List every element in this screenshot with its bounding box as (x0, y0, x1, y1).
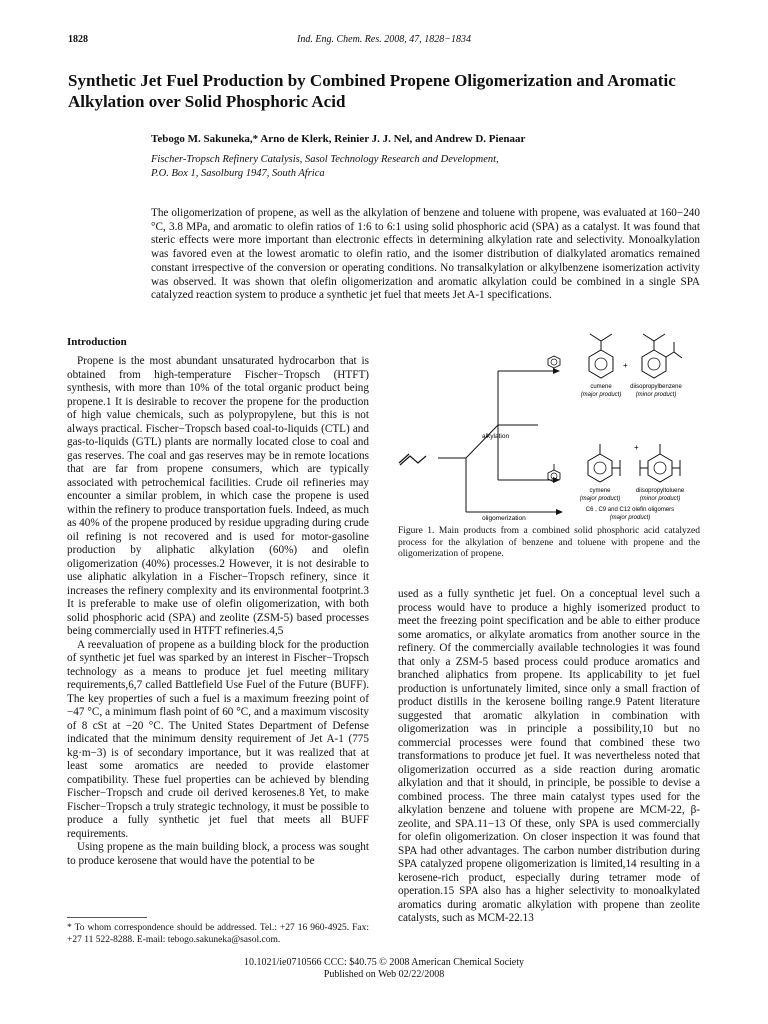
footnote-divider (67, 917, 147, 918)
benzene-reagent (548, 356, 560, 368)
affiliation-line-1: Fischer-Tropsch Refinery Catalysis, Sasol Technology Research and Development, (151, 154, 499, 165)
affiliation-line-2: P.O. Box 1, Sasolburg 1947, South Africa (151, 168, 325, 179)
arrow-head (553, 368, 560, 374)
author-list: Tebogo M. Sakuneka,* Arno de Klerk, Reinier J. J. Nel, and Andrew D. Pienaar (151, 133, 526, 145)
intro-paragraph: Using propene as the main building block, a process was sought to produce kerosene that would have the potential to be (67, 841, 369, 867)
intro-paragraph: Propene is the most abundant unsaturated hydrocarbon that is obtained from high-temperature Fischer−Tropsch (HTFT) synthesis, with more than 10% of the total organic product being propene.1 It is desirable to recover the propene for the production of high value chemicals, such as polypropylene, but this is not always practical. Fischer−Tropsch based coal-to-liquids (CTL) and gas-to-liquids (GTL) plants are normally located close to coal and gas reserves. The coal and gas reserves may be in remote locations that are far from propene consumers, which are typically associated with petrochemical facilities. Crude oil refineries may encounter a similar problem, in which case the propene is used within the refinery to produce transportation fuels. Indeed, as much as 40% of the propene produced by residue upgrading during crude oil refining is not recovered and is used for motor-gasoline production by aliphatic alkylation (60%) and olefin oligomerization (40%) processes.2 However, it is not desirable to use aliphatic alkylation in a Fischer−Tropsch refinery, since it increases the refinery complexity and its environmental footprint.3 It is preferable to make use of olefin oligomerization, with both solid phosphoric acid (SPA) and zeolite (ZSM-5) based processes being commercially used in HTFT refineries.4,5 (67, 355, 369, 637)
label-oligomers-note: (major product) (609, 515, 651, 521)
affiliation (151, 153, 499, 181)
cymene-structure (588, 444, 620, 482)
article-title: Synthetic Jet Fuel Production by Combined Propene Oligomerization and Aromatic Alkylation over Solid Phosphoric Acid (68, 71, 676, 111)
label-cumene: cumene (590, 384, 612, 390)
diisopropyltoluene-structure (640, 444, 680, 482)
alkylation-branch (438, 425, 538, 458)
journal-citation: Ind. Eng. Chem. Res. 2008, 47, 1828−1834 (297, 34, 471, 45)
propene-structure (400, 456, 426, 465)
intro-paragraph: A reevaluation of propene as a building block for the production of synthetic jet fuel was sparked by an interest in Fischer−Tropsch technology as a means to produce jet fuel meeting military requirements,6,7 called Battlefield Use Fuel of the Future (BUFF). The key properties of such a fuel is a maximum freezing point of −47 °C, a minimum flash point of 60 °C, and a maximum viscosity of 8 cSt at −20 °C. The United States Department of Defense indicated that the minimum density requirement of Jet A-1 (775 kg·m−3) is of secondary importance, but it was realized that at least some aromatics are needed to provide elastomer compatibility. These fuel properties can be achieved by blending Fischer−Tropsch and crude oil derived kerosenes.8 Yet, to make Fischer−Tropsch a truly strategic technology, it must be possible to produce a fully synthetic jet fuel that meets all BUFF requirements. (67, 638, 369, 840)
label-cumene-note: (major product) (580, 392, 622, 398)
label-diisopropyltoluene: diisopropyltoluene (635, 488, 685, 494)
doi-copyright: 10.1021/ie0710566 CCC: $40.75 © 2008 American Chemical Society (243, 957, 525, 968)
arrow-head (556, 509, 563, 515)
label-cymene-note: (major product) (579, 496, 621, 502)
label-oligomers: C6 , C9 and C12 olefin oligomers (585, 507, 675, 513)
reaction-scheme-svg (398, 330, 700, 522)
label-dipt-note: (minor product) (639, 496, 681, 502)
figure-1-scheme (398, 330, 700, 522)
published-date: Published on Web 02/22/2008 (323, 969, 445, 980)
figure-caption: Figure 1. Main products from a combined solid phosphoric acid catalyzed process for the alkylation of benzene and toluene with propene and the oligomerization of propene. (398, 526, 700, 559)
correspondence-footnote: * To whom correspondence should be addressed. Tel.: +27 16 960-4925. Fax: +27 11 522-8288. E-mail: tebogo.sakuneka@sasol.com. (67, 923, 369, 945)
label-cymene: cymene (589, 488, 611, 494)
left-column-text (67, 355, 369, 868)
plus-sign: + (634, 443, 639, 452)
diisopropylbenzene-structure (642, 334, 682, 378)
label-alkylation: alkylation (482, 433, 510, 440)
label-dipb-note: (minor product) (635, 392, 677, 398)
cumene-structure (589, 334, 613, 378)
section-heading-introduction: Introduction (67, 336, 127, 348)
page-number: 1828 (68, 34, 88, 45)
abstract: The oligomerization of propene, as well as the alkylation of benzene and toluene with propene, was evaluated at 160−240 °C, 3.8 MPa, and aromatic to olefin ratios of 1:6 to 6:1 using solid phosphoric acid (SPA) as a catalyst. It was found that steric effects were more important than electronic effects in determining alkylation rate and selectivity. Monoalkylation was favored even at the lowest aromatic to olefin ratio, and the isomer distribution of dialkylated aromatics remained constant irrespective of the conversion or operating conditions. No transalkylation or alkylbenzene isomerization activity was observed. It was shown that olefin oligomerization and aromatic alkylation could be combined in a single SPA catalyzed reaction system to produce a synthetic jet fuel that meets Jet A-1 specifications. (151, 207, 700, 302)
label-oligomerization: oligomerization (482, 515, 526, 522)
page-footer (0, 957, 768, 981)
plus-sign: + (623, 361, 628, 370)
label-diisopropylbenzene: diisopropylbenzene (630, 384, 682, 390)
right-column-text (398, 588, 700, 926)
intro-paragraph-continued: used as a fully synthetic jet fuel. On a conceptual level such a process would have to produce a highly isomerized product to meet the freezing point specification and be able to either produce some aromatics, or alkylate aromatics from another source in the refinery. Of the commercially available technologies it was found that only a ZSM-5 based process could produce aromatics and branched aliphatics from propene. Its applicability to jet fuel production is unfortunately limited, since only a small fraction of product distills in the kerosene boiling range.9 Patent literature suggested that aromatic alkylation in combination with oligomerization was in principle a possibility,10 but no commercial processes were found that combined these two transformations to produce jet fuel. It was nevertheless noted that oligomerization occurred as a side reaction during aromatic alkylation and that it should, in principle, be possible to devise a combined process. The three main catalyst types used for the alkylation benzene and toluene with propene are MCM-22, β-zeolite, and SPA.11−13 Of these, only SPA is used commercially for olefin oligomerization. On closer inspection it was found that SPA had other advantages. The carbon number distribution during SPA catalyzed propene oligomerization is limited,14 resulting in a kerosene-rich product, especially during tetramer mode of operation.15 SPA also has a higher selectivity to monoalkylated aromatics during aromatic alkylation with propene than zeolite catalysts, such as MCM-22.13 (398, 588, 700, 924)
